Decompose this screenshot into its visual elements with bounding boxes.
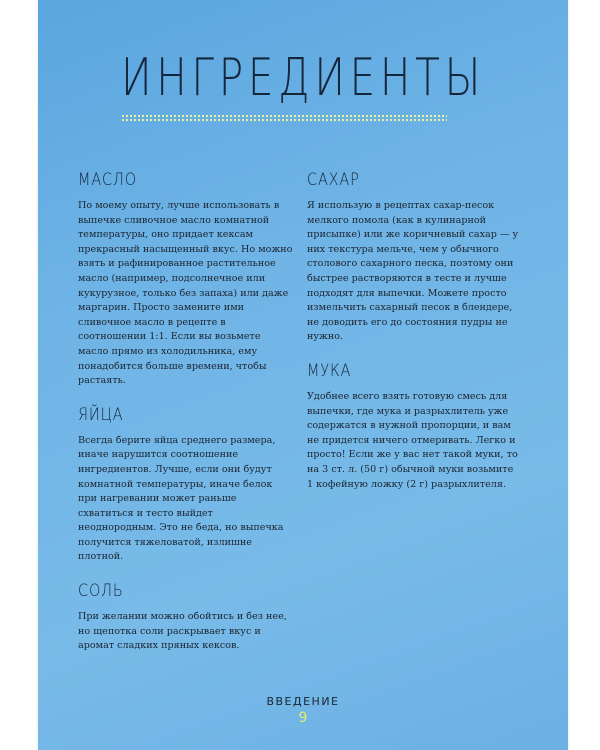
book-page — [38, 0, 568, 750]
page-number: 9 — [298, 710, 308, 726]
page-title: ИНГРЕДИЕНТЫ — [120, 48, 486, 108]
section-text: При желании можно обойтись и без нее, но щепотка соли раскрывает вкус и аромат сладких пряных кексов. — [78, 611, 287, 652]
section-text: По моему опыту, лучше использовать в выпечке сливочное масло комнатной температуры, оно придает кексам прекрасный насыщенный вкус. Но можно взять и рафинированное растительное масло (например, подсолнечное или кукурузное, только без запаха) или даже маргарин. Просто замените ими сливочное масло в рецепте в соотношении 1:1. Если вы возьмете масло прямо из холодильника, ему понадобится больше времени, чтобы растаять. — [78, 200, 293, 387]
section-heading: МУКА — [307, 360, 352, 381]
decorative-rule — [122, 115, 447, 121]
section-heading: ЯЙЦА — [78, 404, 124, 425]
left-column — [78, 170, 293, 670]
chapter-label: ВВЕДЕНИЕ — [266, 695, 340, 708]
section-text: Удобнее всего взять готовую смесь для выпечки, где мука и разрыхлитель уже содержатся в нужной пропорции, и вам не придется ничего отмеривать. Легко и просто! Если же у вас нет такой муки, то на 3 ст. л. (50 г) обычной муки возьмите 1 кофейную ложку (2 г) разрыхлителя. — [307, 390, 518, 490]
section-text: Я использую в рецептах сахар-песок мелкого помола (как в кулинарной присыпке) или же коричневый сахар — у них текстура мельче, чем у обычного столового сахарного песка, поэтому они быстрее растворяются в тесте и лучше подходят для выпечки. Можете просто измельчить сахарный песок в блендере, не доводить его до состояния пудры не нужно. — [307, 200, 519, 343]
section-text: Всегда берите яйца среднего размера, иначе нарушится соотношение ингредиентов. Лучше, если они будут комнатной температуры, иначе белок при нагревании может раньше схватиться и тесто выйдет неоднородным. Это не беда, но выпечка получится тяжеловатой, излишне плотной. — [78, 434, 284, 563]
section-sugar — [307, 170, 522, 345]
section-heading: МАСЛО — [78, 170, 137, 190]
right-column — [307, 170, 522, 508]
section-flour — [307, 361, 522, 492]
section-salt — [78, 581, 293, 654]
section-eggs — [78, 405, 293, 565]
section-heading: САХАР — [307, 170, 360, 190]
section-butter — [78, 170, 293, 389]
section-heading: СОЛЬ — [78, 581, 124, 602]
